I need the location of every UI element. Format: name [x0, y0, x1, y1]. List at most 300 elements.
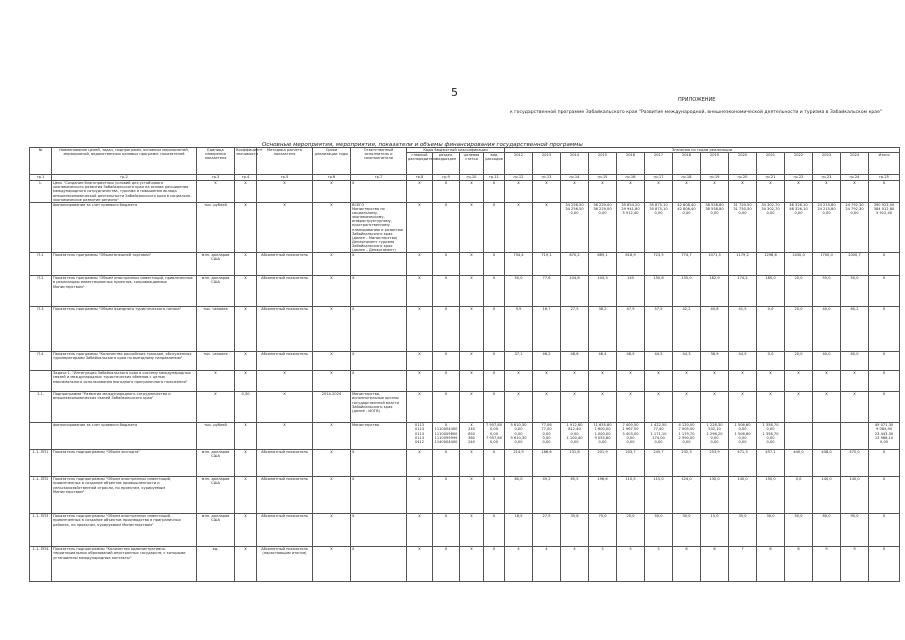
index-cell: гр.13 [533, 175, 561, 181]
table-cell: Х [197, 371, 235, 392]
table-cell: Абсолютный показатель [257, 477, 313, 514]
table-cell: 155,0 [673, 276, 701, 307]
table-cell [30, 371, 52, 392]
table-cell: Х [869, 307, 900, 352]
table-cell: 35 875,10 35 875,10 0,00 [645, 202, 673, 253]
table-cell: 140 [617, 276, 645, 307]
table-cell: Х [460, 371, 484, 392]
table-cell: Х [869, 352, 900, 371]
index-cell: гр.6 [313, 175, 351, 181]
table-cell: 1.1.-ПП3 [30, 514, 52, 547]
table-cell: 124,0 [673, 477, 701, 514]
table-row [30, 392, 900, 423]
col-bk-type: вид расходов [484, 153, 505, 175]
table-cell: Х [313, 477, 351, 514]
table-cell: Х [407, 371, 433, 392]
table-cell: 35 854,20 29 941,80 5 912,40 [617, 202, 645, 253]
table-cell: Х [235, 514, 257, 547]
table-cell: Задача 1. "Интеграция Забайкальского края в систему международных связей и международных туристических обменов с целью максимального использования выгодного приграничного положения" [52, 371, 197, 392]
table-cell: Х [533, 392, 561, 423]
table-cell: тыс. человек [197, 352, 235, 371]
table-cell: Х [813, 371, 841, 392]
table-cell: 42 808,40 42 808,40 0,00 [673, 202, 701, 253]
index-cell: гр.18 [673, 175, 701, 181]
table-cell: 104,3 [589, 276, 617, 307]
table-cell: Х [407, 392, 433, 423]
table-cell: Х [533, 371, 561, 392]
table-cell: 1 506,60 0,00 1 506,60 0,00 0,00 [729, 423, 757, 450]
col-year: 2019 [701, 153, 729, 175]
table-body [30, 175, 900, 582]
table-cell: Х [484, 253, 505, 276]
table-cell: Х [484, 202, 505, 253]
table-cell: Х [757, 392, 785, 423]
table-cell: 245,7 [645, 450, 673, 477]
table-cell: 48,4 [589, 352, 617, 371]
col-bk-section: раздел, подраздел [433, 153, 460, 175]
table-cell: Х [433, 547, 460, 582]
table-cell: 38 558,80 38 558,80 0,00 [701, 202, 729, 253]
index-cell: гр.20 [729, 175, 757, 181]
table-cell: Х [533, 181, 561, 203]
program-table [29, 147, 900, 582]
table-cell: Х [701, 371, 729, 392]
table-cell: Показатель подпрограммы "Объем экспорта" [52, 450, 197, 477]
table-cell: 24 792,30 24 792,30 0,00 [841, 202, 869, 253]
table-cell: 30,0 [757, 514, 785, 547]
table-row [30, 477, 900, 514]
table-cell: Х [460, 276, 484, 307]
table-cell: Показатель подпрограммы "Объем иностранных инвестиций, привлеченных в создание объектов промышленности и сельскохозяйственной отрасли, по проектам, курируемым Министерством" [52, 477, 197, 514]
table-cell: 734,4 [505, 253, 533, 276]
table-cell: 719,1 [533, 253, 561, 276]
table-cell: 42,2 [673, 307, 701, 352]
table-cell: Х [673, 181, 701, 203]
col-resp: Ответственный исполнитель и соисполнители [351, 148, 407, 175]
index-cell: гр.21 [757, 175, 785, 181]
table-cell: Х [813, 392, 841, 423]
table-header [30, 148, 900, 175]
table-cell: 1 358,70 0,00 1 358,70 0,00 0,00 [757, 423, 785, 450]
table-cell: 6 [673, 547, 701, 582]
table-cell: 8 [785, 547, 813, 582]
table-cell: Х [313, 181, 351, 203]
table-cell: Х [673, 371, 701, 392]
table-row [30, 352, 900, 371]
table-cell: Х [617, 181, 645, 203]
table-cell: 140,0 [813, 477, 841, 514]
table-cell: 618,9 [617, 253, 645, 276]
table-cell: 38,9 [701, 352, 729, 371]
table-cell: Х [351, 181, 407, 203]
table-cell: 196,6 [589, 477, 617, 514]
table-cell: 44,9 [729, 352, 757, 371]
table-cell: Х [257, 423, 313, 450]
index-cell: гр.9 [433, 175, 460, 181]
table-cell: Х [407, 181, 433, 203]
table-cell: 9 [841, 547, 869, 582]
appendix-label: ПРИЛОЖЕНИЕ [678, 97, 716, 103]
table-cell: 34 256,50 34 256,50 0,00 [561, 202, 589, 253]
table-cell: Х [351, 450, 407, 477]
table-cell: Х [351, 307, 407, 352]
table-cell: Х [460, 181, 484, 203]
table-cell: Х [235, 202, 257, 253]
table-cell: 440,0 [785, 450, 813, 477]
table-cell: 214,9 [505, 450, 533, 477]
table-cell: Х [235, 352, 257, 371]
col-period: Сроки реализации годы [313, 148, 351, 175]
col-bk-main: главный распорядитель [407, 153, 433, 175]
table-cell: Х [433, 477, 460, 514]
table-cell: Показатель подпрограммы "Объем иностранных инвестиций, привлеченных в создание объектов производства в приграничных районах, по проектам, курируемым Министерством" [52, 514, 197, 547]
table-cell: Х [351, 547, 407, 582]
table-cell: Х [433, 307, 460, 352]
table-cell: Х [351, 371, 407, 392]
table-cell: Х [484, 477, 505, 514]
table-cell: Х [197, 181, 235, 203]
table-cell: млн. долларов США [197, 477, 235, 514]
table-cell: Х [313, 352, 351, 371]
table-cell: Министерство, исполнительные органы государственной власти Забайкальского края (далее - ИОГВ) [351, 392, 407, 423]
table-cell: финансирование за счет краевого бюджета [52, 423, 197, 450]
index-cell: гр.14 [561, 175, 589, 181]
table-cell: Показатель программы "Количество российских граждан, обслуженных туроператорами Забайкальского края по выездному направлению" [52, 352, 197, 371]
table-cell: 35,6 [561, 514, 589, 547]
table-cell: 723,5 [645, 253, 673, 276]
table-cell: Министерство [351, 423, 407, 450]
table-cell: 140,0 [841, 477, 869, 514]
table-cell: тыс. человек [197, 307, 235, 352]
table-cell: 7 957,80 0,00 0,00 7 957,80 0,00 [484, 423, 505, 450]
table-cell: Х [407, 276, 433, 307]
table-cell: Х [407, 450, 433, 477]
table-cell: 6 [701, 547, 729, 582]
col-unit: Единица измерения показателя [197, 148, 235, 175]
table-cell: Х [785, 371, 813, 392]
index-cell: гр.5 [257, 175, 313, 181]
table-cell: 15,0 [701, 514, 729, 547]
col-method: Методика расчета показателя [257, 148, 313, 175]
table-cell: Х [460, 352, 484, 371]
table-cell: 5 [645, 547, 673, 582]
table-cell: Х [869, 450, 900, 477]
table-cell [841, 423, 869, 450]
table-cell: Х [351, 276, 407, 307]
table-cell: 1 422,50 77,40 1 171,10 174,00 0,00 [645, 423, 673, 450]
table-cell: 48,6 [561, 352, 589, 371]
table-cell: финансирование за счет краевого бюджета [52, 202, 197, 253]
table-cell: Х [460, 307, 484, 352]
table-cell: Показатель программы "Объем иностранных инвестиций, привлеченных в реализацию инвестиционных проектов, сопровождаемых Министерством" [52, 276, 197, 307]
table-cell: 115,0 [645, 477, 673, 514]
table-cell: Х [505, 181, 533, 203]
table-cell: 253,9 [701, 450, 729, 477]
table-row [30, 514, 900, 547]
table-cell: 4 [533, 547, 561, 582]
table-cell: 11 655,80 1 600,00 1 000,00 9 055,80 0,00 [589, 423, 617, 450]
table-cell: Х [257, 181, 313, 203]
table-cell: Х [729, 392, 757, 423]
index-cell: гр.17 [645, 175, 673, 181]
table-cell: 130,0 [701, 477, 729, 514]
table-cell: 390 923,50 384 012,80 5 912,40 [869, 202, 900, 253]
table-cell: Х [460, 392, 484, 423]
col-year: 2013 [533, 153, 561, 175]
table-cell: 1700,0 [813, 253, 841, 276]
table-cell: млн. долларов США [197, 276, 235, 307]
table-cell: Х [197, 392, 235, 423]
table-cell: Х [313, 450, 351, 477]
table-cell: 1.1.-ПП4 [30, 547, 52, 582]
table-cell: 2014-2024 [313, 392, 351, 423]
index-cell: гр.25 [869, 175, 900, 181]
table-cell: Х [235, 547, 257, 582]
table-cell: 27,5 [561, 307, 589, 352]
table-cell: Х [589, 371, 617, 392]
table-cell: Х [313, 276, 351, 307]
table-cell: Х [484, 371, 505, 392]
table-cell: Х [460, 450, 484, 477]
table-cell: 77,06 77,00 0,00 0,00 0,00 [533, 423, 561, 450]
table-cell: 50,0 [785, 514, 813, 547]
table-cell: Абсолютный показатель [257, 253, 313, 276]
table-cell: 46 326,10 46 326,10 0,00 [785, 202, 813, 253]
table-cell: Х [484, 514, 505, 547]
table-cell: Х [313, 253, 351, 276]
table-cell: 1.1.-ПП2 [30, 477, 52, 514]
table-cell: Х [589, 181, 617, 203]
table-cell: 80,0 [505, 477, 533, 514]
index-cell: гр.12 [505, 175, 533, 181]
table-row [30, 181, 900, 203]
table-cell: 50,0 [645, 514, 673, 547]
table-cell: Х [841, 181, 869, 203]
table-cell: 203,7 [617, 450, 645, 477]
table-cell: Показатель программы "Объем въездного туристического потока" [52, 307, 197, 352]
col-years-group: Значения по годам реализации [505, 148, 900, 153]
col-year: 2017 [645, 153, 673, 175]
col-year: 2021 [757, 153, 785, 175]
col-total: Итого [869, 153, 900, 175]
table-row [30, 307, 900, 352]
table-cell: Х 1110004400 1110009800 1110099999 1140004400 [433, 423, 460, 450]
table-cell: Х [533, 202, 561, 253]
table-cell: Х [869, 514, 900, 547]
col-bk-target: целевая статья [460, 153, 484, 175]
table-row [30, 547, 900, 582]
table-cell: 457,1 [757, 450, 785, 477]
table-cell: 16,7 [533, 307, 561, 352]
table-cell: 41,5 [729, 307, 757, 352]
table-cell: 5 [589, 547, 617, 582]
table-cell: Х [235, 371, 257, 392]
table-cell: 0,0 [757, 352, 785, 371]
table-cell: Х [433, 352, 460, 371]
table-cell: ВСЕГО Министерство по социальному, экономическому, инфраструктурному, пространственному планированию и развитию Забайкальского края (далее – Министерство) Департамент туризма Забайкальского края (далее – Департамент) [351, 202, 407, 253]
table-cell: Х [313, 514, 351, 547]
index-cell: гр.23 [813, 175, 841, 181]
table-cell [30, 202, 52, 253]
table-cell: Х [645, 371, 673, 392]
table-cell: Х [561, 371, 589, 392]
table-cell: Х [561, 392, 589, 423]
col-year: 2020 [729, 153, 757, 175]
table-cell: 448,0 [813, 450, 841, 477]
col-year: 2024 [841, 153, 869, 175]
col-name: Наименование целей, задач, подпрограмм, основных мероприятий, мероприятий, ведомственных целевых программ, показателей [52, 148, 197, 175]
table-cell: 131,8 [561, 450, 589, 477]
table-cell: 232,3 [673, 450, 701, 477]
table-cell: Х [433, 253, 460, 276]
table-cell: Х [460, 477, 484, 514]
table-cell: 201,9 [589, 450, 617, 477]
table-cell: 1. [30, 181, 52, 203]
table-cell: Х [313, 371, 351, 392]
table-cell: Х [617, 392, 645, 423]
table-cell: 20,0 [617, 514, 645, 547]
table-cell: 0,30 [235, 392, 257, 423]
table-cell: 46,2 [533, 352, 561, 371]
table-cell: 31 750,50 31 750,50 0,00 [729, 202, 757, 253]
table-cell: П.3 [30, 307, 52, 352]
table-cell: Х [869, 276, 900, 307]
table-cell: тыс. рублей [197, 202, 235, 253]
table-cell: 0,0 [757, 307, 785, 352]
table-cell: Х [433, 276, 460, 307]
index-cell: гр.22 [785, 175, 813, 181]
table-cell: 471,3 [729, 450, 757, 477]
table-row [30, 202, 900, 253]
table-title: Основные мероприятия, мероприятия, показатели и объемы финансирования государственной программы [262, 142, 583, 148]
table-cell: Х [561, 181, 589, 203]
col-year: 2023 [813, 153, 841, 175]
table-cell: Х [235, 181, 257, 203]
table-cell: 1 912,80 812,40 0,00 1 100,40 0,00 [561, 423, 589, 450]
table-cell: Показатель подпрограммы "Количество административно-территориальных образований иностранных государств, с которыми установлены международные контакты" [52, 547, 197, 582]
table-cell: 1071,5 [701, 253, 729, 276]
table-cell: 2000,7 [841, 253, 869, 276]
table-cell: Х [785, 181, 813, 203]
table-cell: Х [235, 423, 257, 450]
table-cell: 35,0 [729, 514, 757, 547]
table-cell: 8 [757, 547, 785, 582]
table-cell: 180,0 [757, 276, 785, 307]
table-cell: 1179,2 [729, 253, 757, 276]
table-row [30, 371, 900, 392]
table-cell: Х [460, 514, 484, 547]
table-cell: 50,0 [841, 276, 869, 307]
table-cell: 49,2 [533, 477, 561, 514]
table-cell: 65,5 [561, 477, 589, 514]
table-cell: Х [869, 547, 900, 582]
table-cell: 27,5 [533, 514, 561, 547]
table-cell: 186,6 [533, 450, 561, 477]
table-cell: Х [484, 392, 505, 423]
table-cell: 48,9 [617, 352, 645, 371]
table-cell: Х [235, 253, 257, 276]
table-cell: Цель "Создание благоприятных условий для устойчивого экономического развития Забайкальского края на основе расширения международного сотрудничества, туризма и повышения вклада внешнеэкономической деятельности Забайкальского края в социально-экономическое развитие региона" [52, 181, 197, 203]
table-cell: Х [313, 307, 351, 352]
table-cell: 174,2 [729, 276, 757, 307]
table-cell: 90,0 [841, 514, 869, 547]
table-cell: Х [351, 514, 407, 547]
table-cell: Абсолютный показатель (нарастающим итогом) [257, 547, 313, 582]
table-cell: 5 [617, 547, 645, 582]
table-cell: 150,0 [757, 477, 785, 514]
table-cell: Х [407, 547, 433, 582]
table-cell: Х [645, 392, 673, 423]
col-no: № [30, 148, 52, 175]
table-cell: Х [701, 392, 729, 423]
table-cell: 5 610,30 0,00 0,00 5 610,30 0,00 [505, 423, 533, 450]
index-cell: гр.10 [460, 175, 484, 181]
table-cell: 7 [729, 547, 757, 582]
table-cell: Х [407, 253, 433, 276]
table-cell: Х [869, 253, 900, 276]
table-cell: Х [841, 371, 869, 392]
table-cell [785, 423, 813, 450]
table-cell: Х [484, 352, 505, 371]
table-cell: 670,2 [561, 253, 589, 276]
table-cell: П.1 [30, 253, 52, 276]
table-cell: Х [505, 371, 533, 392]
table-cell: млн. долларов США [197, 450, 235, 477]
table-cell: Х [257, 202, 313, 253]
col-year: 2014 [561, 153, 589, 175]
table-cell: Х [407, 352, 433, 371]
table-cell: Х [433, 181, 460, 203]
col-year: 2015 [589, 153, 617, 175]
table-row [30, 423, 900, 450]
table-cell: Х [701, 181, 729, 203]
table-cell: Х [505, 202, 533, 253]
table-cell: Х 240 850 360 240 [460, 423, 484, 450]
table-cell: Х [257, 371, 313, 392]
table-cell: Х [460, 547, 484, 582]
table-cell: Х [813, 181, 841, 203]
table-cell: 40,0 [813, 352, 841, 371]
table-cell: Х [460, 202, 484, 253]
table-cell: Х [484, 547, 505, 582]
table-cell: Х [433, 514, 460, 547]
table-cell: Х [484, 307, 505, 352]
table-cell [30, 423, 52, 450]
table-cell: Х [433, 202, 460, 253]
page-number: 5 [451, 86, 458, 99]
table-cell: Абсолютный показатель [257, 276, 313, 307]
table-cell: 55,0 [813, 276, 841, 307]
table-cell: 4 120,00 7 005,00 1 179,70 2 990,00 0,00 [673, 423, 701, 450]
table-cell: 104,8 [561, 276, 589, 307]
index-cell: гр.8 [407, 175, 433, 181]
table-cell: 1298,6 [757, 253, 785, 276]
table-cell: Х [351, 477, 407, 514]
table-cell: 57,5 [645, 307, 673, 352]
table-cell: Х [869, 371, 900, 392]
table-cell: Х [433, 392, 460, 423]
table-cell: 44,5 [645, 352, 673, 371]
table-cell: Подпрограмма "Развитие международного сотрудничества и внешнеэкономических связей Забайкальского края" [52, 392, 197, 423]
col-coef: Коэффициент значимости [235, 148, 257, 175]
table-cell: Х [841, 392, 869, 423]
table-cell: Х [484, 181, 505, 203]
document-subtitle: к государственной программе Забайкальского края "Развитие международной, внешнеэкономической деятельности и туризма в Забайкальском крае" [510, 110, 883, 115]
table-cell: Х [257, 392, 313, 423]
index-cell: гр.24 [841, 175, 869, 181]
table-cell: Х [729, 181, 757, 203]
col-year: 2018 [673, 153, 701, 175]
